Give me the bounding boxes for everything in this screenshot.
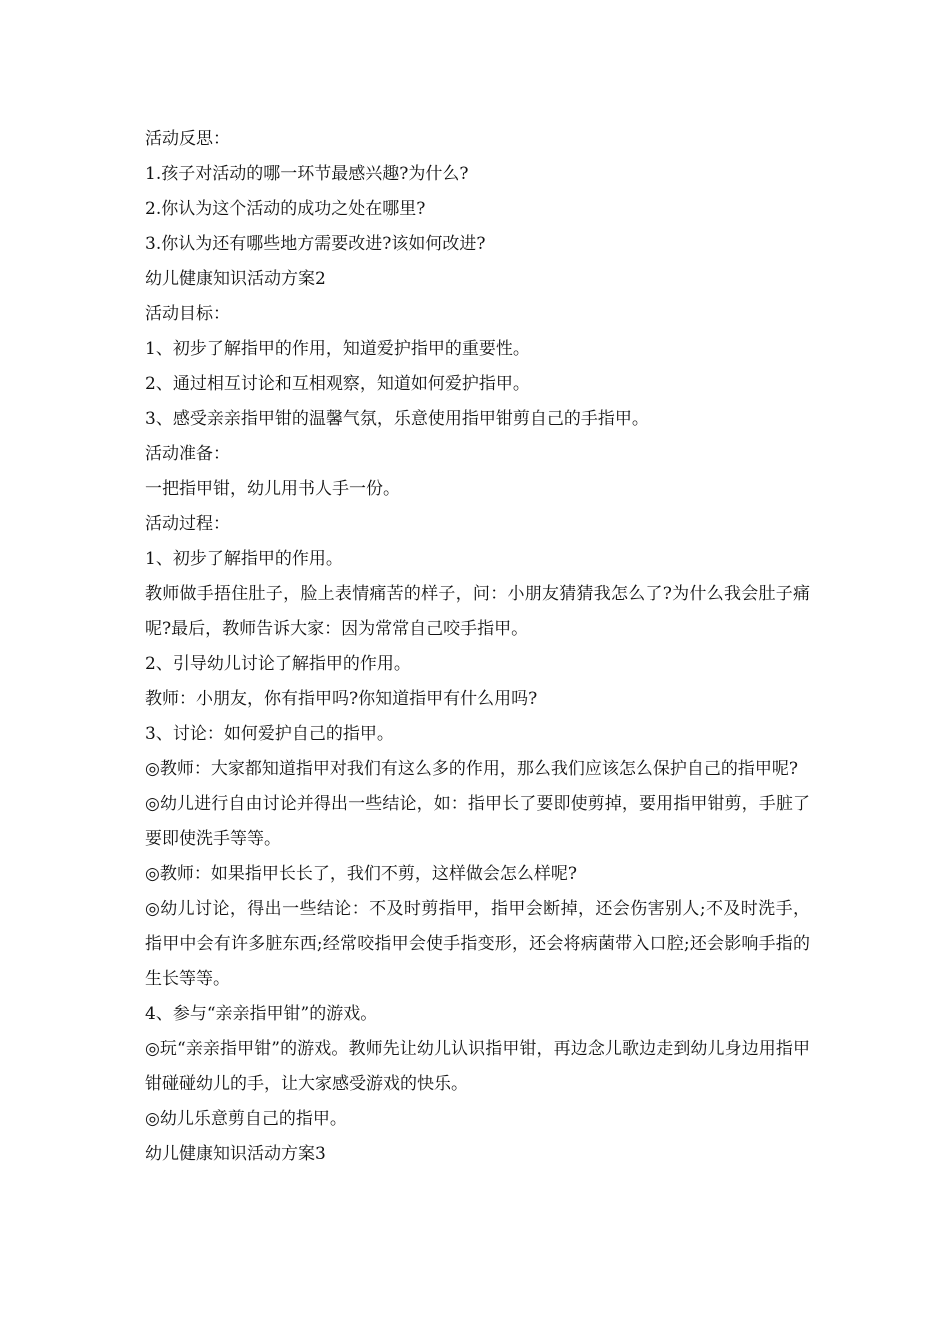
process-step-4: 4、参与“亲亲指甲钳”的游戏。 [145,1004,378,1024]
discussion-children-followup: ◎幼儿讨论，得出一些结论：不及时剪指甲，指甲会断掉，还会伤害别人;不及时洗手，指甲中会有许多脏东西;经常咬指甲会使手指变形，还会将病菌带入口腔;还会影响手指的生长等等。 [145,899,810,989]
goal-3: 3、感受亲亲指甲钳的温馨气氛，乐意使用指甲钳剪自己的手指甲。 [145,409,649,429]
goal-1: 1、初步了解指甲的作用，知道爱护指甲的重要性。 [145,339,530,359]
reflection-question-3: 3.你认为还有哪些地方需要改进?该如何改进? [145,234,486,254]
process-step-1-detail: 教师做手捂住肚子，脸上表情痛苦的样子，问：小朋友猜猜我怎么了?为什么我会肚子痛呢?最后，教师告诉大家：因为常常自己咬手指甲。 [145,584,810,639]
goal-2: 2、通过相互讨论和互相观察，知道如何爱护指甲。 [145,374,530,394]
section-title-plan-3: 幼儿健康知识活动方案3 [145,1144,326,1164]
preparation-text: 一把指甲钳，幼儿用书人手一份。 [145,479,400,499]
process-step-2-detail: 教师：小朋友，你有指甲吗?你知道指甲有什么用吗? [145,689,538,709]
heading-activity-preparation: 活动准备： [145,444,230,464]
process-step-1: 1、初步了解指甲的作用。 [145,549,343,569]
process-step-3: 3、讨论：如何爱护自己的指甲。 [145,724,394,744]
reflection-question-2: 2.你认为这个活动的成功之处在哪里? [145,199,426,219]
discussion-children-conclusion: ◎幼儿进行自由讨论并得出一些结论，如：指甲长了要即使剪掉，要用指甲钳剪，手脏了要即使洗手等等。 [145,794,810,849]
section-title-plan-2: 幼儿健康知识活动方案2 [145,269,326,289]
discussion-teacher-question: ◎教师：大家都知道指甲对我们有这么多的作用，那么我们应该怎么保护自己的指甲呢? [145,759,798,779]
discussion-teacher-followup: ◎教师：如果指甲长长了，我们不剪，这样做会怎么样呢? [145,864,577,884]
game-outcome: ◎幼儿乐意剪自己的指甲。 [145,1109,347,1129]
reflection-question-1: 1.孩子对活动的哪一环节最感兴趣?为什么? [145,164,469,184]
document-body [145,122,810,1172]
game-description: ◎玩“亲亲指甲钳”的游戏。教师先让幼儿认识指甲钳，再边念儿歌边走到幼儿身边用指甲钳碰碰幼儿的手，让大家感受游戏的快乐。 [145,1039,810,1094]
heading-activity-reflection: 活动反思： [145,129,230,149]
heading-activity-goals: 活动目标： [145,304,230,324]
heading-activity-process: 活动过程： [145,514,230,534]
process-step-2: 2、引导幼儿讨论了解指甲的作用。 [145,654,411,674]
